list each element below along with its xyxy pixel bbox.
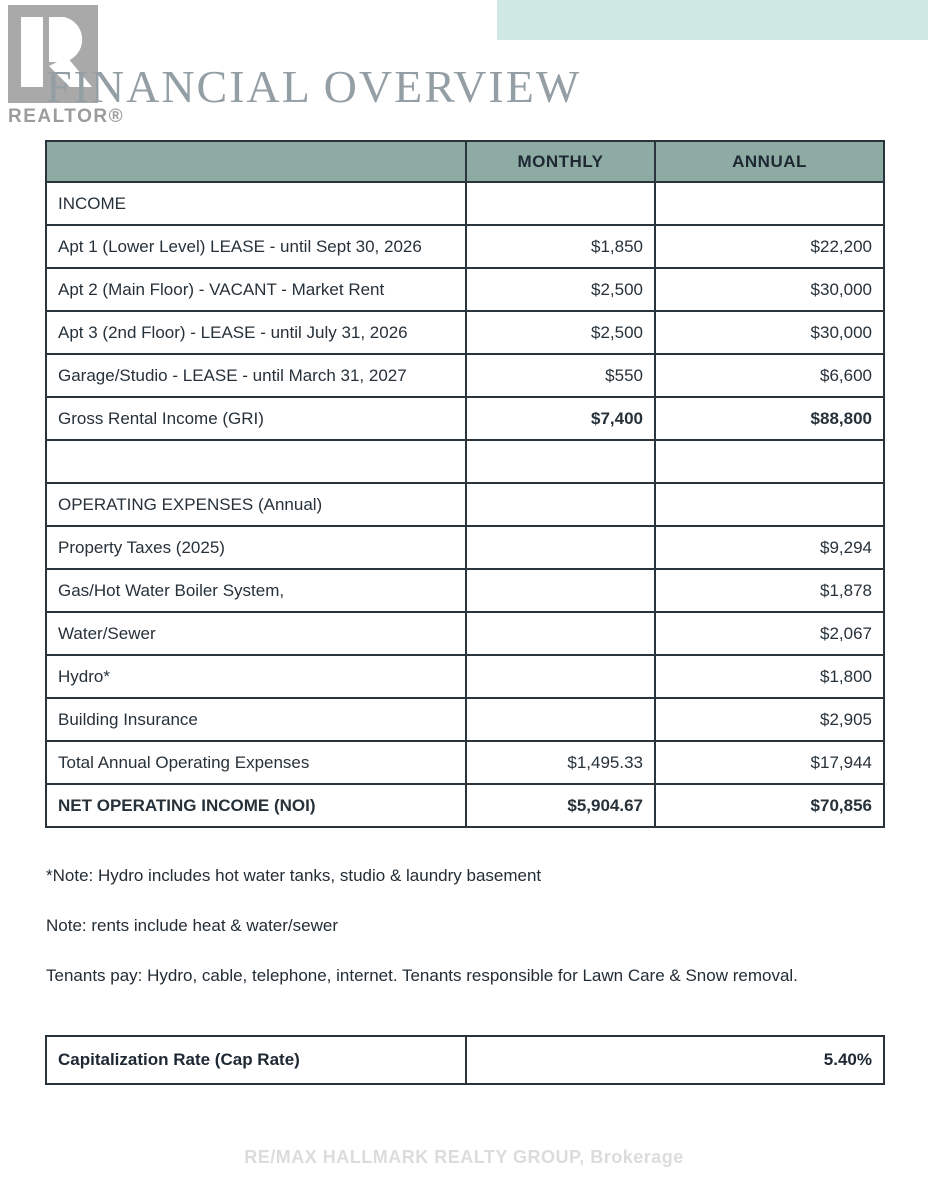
monthly-value bbox=[466, 483, 655, 526]
financial-table bbox=[45, 140, 885, 828]
annual-value: $1,878 bbox=[655, 569, 884, 612]
brokerage-watermark: RE/MAX HALLMARK REALTY GROUP, Brokerage bbox=[244, 1147, 684, 1167]
monthly-value bbox=[466, 526, 655, 569]
row-apt2 bbox=[46, 268, 884, 311]
annual-value bbox=[655, 440, 884, 483]
page-title: FINANCIAL OVERVIEW bbox=[46, 61, 582, 112]
row-operating-expenses-header bbox=[46, 483, 884, 526]
row-label: Apt 3 (2nd Floor) - LEASE - until July 31, 2026 bbox=[46, 311, 466, 354]
annual-value: $17,944 bbox=[655, 741, 884, 784]
row-income-header bbox=[46, 182, 884, 225]
annual-value: $22,200 bbox=[655, 225, 884, 268]
annual-value: $2,067 bbox=[655, 612, 884, 655]
row-label: Total Annual Operating Expenses bbox=[46, 741, 466, 784]
header-cell-annual: ANNUAL bbox=[655, 141, 884, 182]
monthly-value: $2,500 bbox=[466, 268, 655, 311]
note-rents: Note: rents include heat & water/sewer bbox=[46, 916, 338, 935]
monthly-value bbox=[466, 182, 655, 225]
monthly-value bbox=[466, 655, 655, 698]
annual-value bbox=[655, 182, 884, 225]
row-garage-studio bbox=[46, 354, 884, 397]
row-label: Hydro* bbox=[46, 655, 466, 698]
annual-value: $1,800 bbox=[655, 655, 884, 698]
annual-value: $30,000 bbox=[655, 311, 884, 354]
row-gas-boiler bbox=[46, 569, 884, 612]
notes-section bbox=[46, 866, 886, 1016]
row-apt1 bbox=[46, 225, 884, 268]
annual-value: $88,800 bbox=[655, 397, 884, 440]
cap-rate-label: Capitalization Rate (Cap Rate) bbox=[46, 1036, 466, 1084]
monthly-value bbox=[466, 569, 655, 612]
row-apt3 bbox=[46, 311, 884, 354]
monthly-value bbox=[466, 698, 655, 741]
annual-value: $6,600 bbox=[655, 354, 884, 397]
monthly-value: $7,400 bbox=[466, 397, 655, 440]
header-cell-monthly: MONTHLY bbox=[466, 141, 655, 182]
row-building-insurance bbox=[46, 698, 884, 741]
row-label: Gross Rental Income (GRI) bbox=[46, 397, 466, 440]
row-label bbox=[46, 440, 466, 483]
monthly-value: $2,500 bbox=[466, 311, 655, 354]
row-label: Apt 2 (Main Floor) - VACANT - Market Rent bbox=[46, 268, 466, 311]
annual-value bbox=[655, 483, 884, 526]
row-water-sewer bbox=[46, 612, 884, 655]
note-tenants: Tenants pay: Hydro, cable, telephone, internet. Tenants responsible for Lawn Care & Snow removal. bbox=[46, 966, 798, 985]
annual-value: $9,294 bbox=[655, 526, 884, 569]
header-cell-blank bbox=[46, 141, 466, 182]
row-label: Apt 1 (Lower Level) LEASE - until Sept 30, 2026 bbox=[46, 225, 466, 268]
row-label: Property Taxes (2025) bbox=[46, 526, 466, 569]
row-label: Building Insurance bbox=[46, 698, 466, 741]
annual-value: $30,000 bbox=[655, 268, 884, 311]
row-spacer bbox=[46, 440, 884, 483]
row-property-taxes bbox=[46, 526, 884, 569]
row-label: Gas/Hot Water Boiler System, bbox=[46, 569, 466, 612]
cap-rate-table bbox=[45, 1035, 885, 1085]
monthly-value: $5,904.67 bbox=[466, 784, 655, 827]
cap-rate-value: 5.40% bbox=[466, 1036, 884, 1084]
monthly-value: $1,495.33 bbox=[466, 741, 655, 784]
note-hydro: *Note: Hydro includes hot water tanks, studio & laundry basement bbox=[46, 866, 542, 885]
monthly-value: $1,850 bbox=[466, 225, 655, 268]
row-label: Garage/Studio - LEASE - until March 31, 2027 bbox=[46, 354, 466, 397]
annual-value: $70,856 bbox=[655, 784, 884, 827]
row-net-operating-income bbox=[46, 784, 884, 827]
monthly-value bbox=[466, 612, 655, 655]
monthly-value: $550 bbox=[466, 354, 655, 397]
row-label: Water/Sewer bbox=[46, 612, 466, 655]
row-label: OPERATING EXPENSES (Annual) bbox=[46, 483, 466, 526]
table-header-row bbox=[46, 141, 884, 182]
row-label: NET OPERATING INCOME (NOI) bbox=[46, 784, 466, 827]
header-accent-bar bbox=[497, 0, 928, 40]
row-label: INCOME bbox=[46, 182, 466, 225]
row-hydro bbox=[46, 655, 884, 698]
monthly-value bbox=[466, 440, 655, 483]
row-cap-rate bbox=[46, 1036, 884, 1084]
realtor-logo-label: REALTOR® bbox=[8, 106, 125, 127]
row-total-operating-expenses bbox=[46, 741, 884, 784]
row-gross-rental-income bbox=[46, 397, 884, 440]
annual-value: $2,905 bbox=[655, 698, 884, 741]
